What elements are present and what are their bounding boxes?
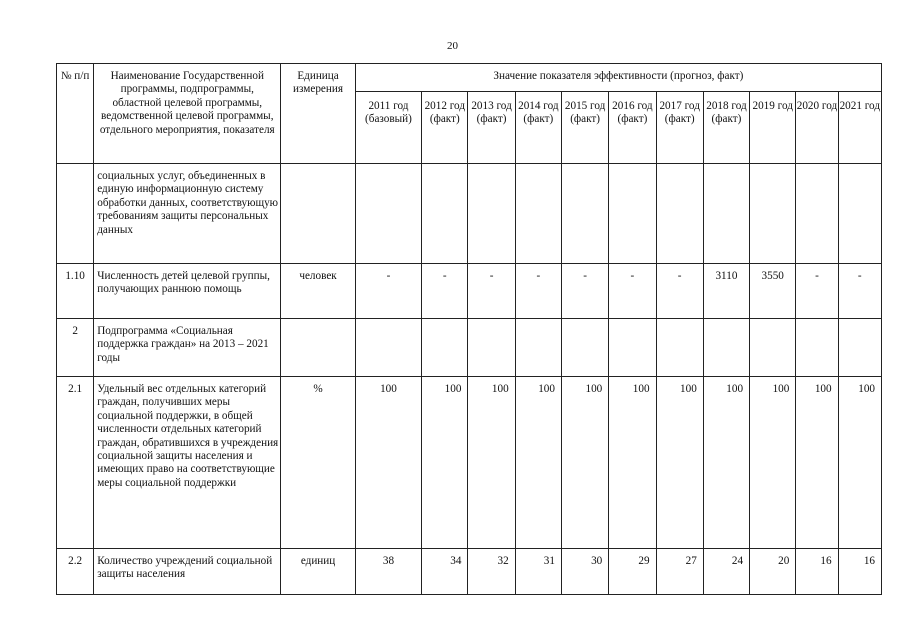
row-value [703, 319, 749, 377]
header-year: 2013 год (факт) [468, 92, 515, 164]
header-year: 2012 год (факт) [422, 92, 468, 164]
row-value [609, 319, 656, 377]
row-name: Удельный вес отдельных категорий граждан, получивших меры социальной поддержки, в общей численности отдельных категорий граждан, обратившихся в учреждения социальной защиты населения и имеющих право на соответствующие меры социальной поддержки [94, 377, 281, 549]
row-value: 16 [796, 549, 838, 595]
row-value: - [796, 264, 838, 319]
row-value [561, 164, 608, 264]
table-row [57, 164, 882, 264]
row-value: - [656, 264, 703, 319]
row-value: 3110 [703, 264, 749, 319]
row-value [468, 164, 515, 264]
row-num: 2.1 [57, 377, 94, 549]
row-value [515, 319, 561, 377]
row-num: 1.10 [57, 264, 94, 319]
row-value [468, 319, 515, 377]
header-year: 2017 год (факт) [656, 92, 703, 164]
row-unit: человек [281, 264, 355, 319]
row-num: 2.2 [57, 549, 94, 595]
row-value: 24 [703, 549, 749, 595]
row-value [656, 319, 703, 377]
row-value: 100 [750, 377, 796, 549]
row-value: 100 [656, 377, 703, 549]
row-value: 100 [796, 377, 838, 549]
row-value: 29 [609, 549, 656, 595]
row-value: - [355, 264, 421, 319]
row-value: 100 [609, 377, 656, 549]
row-unit [281, 319, 355, 377]
row-value: 32 [468, 549, 515, 595]
row-value [750, 164, 796, 264]
table-row [57, 549, 882, 595]
header-year: 2014 год (факт) [515, 92, 561, 164]
header-row [57, 64, 882, 92]
header-year: 2011 год (базовый) [355, 92, 421, 164]
row-value [355, 164, 421, 264]
table-row [57, 377, 882, 549]
header-year: 2016 год (факт) [609, 92, 656, 164]
row-value: 31 [515, 549, 561, 595]
header-year: 2019 год [750, 92, 796, 164]
row-value: 38 [355, 549, 421, 595]
row-value [355, 319, 421, 377]
row-value [609, 164, 656, 264]
row-value: - [838, 264, 881, 319]
table-row [57, 264, 882, 319]
header-name: Наименование Государственной программы, подпрограммы, областной целевой программы, ведомственной целевой программы, отдельного мероприятия, показателя [94, 64, 281, 164]
indicators-table [56, 63, 882, 595]
row-value: 30 [561, 549, 608, 595]
page-number: 20 [447, 40, 458, 52]
row-value [796, 164, 838, 264]
header-year: 2020 год [796, 92, 838, 164]
header-values-group: Значение показателя эффективности (прогноз, факт) [355, 64, 881, 92]
row-value [838, 164, 881, 264]
row-value: 100 [422, 377, 468, 549]
row-value: 20 [750, 549, 796, 595]
row-value: - [515, 264, 561, 319]
row-value: 27 [656, 549, 703, 595]
row-value [422, 164, 468, 264]
header-year: 2018 год (факт) [703, 92, 749, 164]
row-value: 100 [838, 377, 881, 549]
row-value: 100 [355, 377, 421, 549]
row-value: 100 [515, 377, 561, 549]
row-value [422, 319, 468, 377]
header-year: 2015 год (факт) [561, 92, 608, 164]
row-value: 100 [561, 377, 608, 549]
row-unit: % [281, 377, 355, 549]
header-num: № п/п [57, 64, 94, 164]
row-name: Подпрограмма «Социальная поддержка граждан» на 2013 – 2021 годы [94, 319, 281, 377]
row-value [561, 319, 608, 377]
row-value [656, 164, 703, 264]
row-num [57, 164, 94, 264]
header-unit: Единица измерения [281, 64, 355, 164]
row-unit [281, 164, 355, 264]
row-value: - [422, 264, 468, 319]
row-num: 2 [57, 319, 94, 377]
row-value: 100 [468, 377, 515, 549]
row-value [703, 164, 749, 264]
row-value: - [561, 264, 608, 319]
row-value [750, 319, 796, 377]
row-name: Количество учреждений социальной защиты населения [94, 549, 281, 595]
row-unit: единиц [281, 549, 355, 595]
row-value [515, 164, 561, 264]
table-row [57, 319, 882, 377]
row-value [838, 319, 881, 377]
row-value: - [468, 264, 515, 319]
row-value [796, 319, 838, 377]
header-year: 2021 год [838, 92, 881, 164]
row-name: социальных услуг, объединенных в единую информационную систему обработки данных, соответствующую требованиям защиты персональных данных [94, 164, 281, 264]
row-value: 100 [703, 377, 749, 549]
row-value: 34 [422, 549, 468, 595]
row-value: 16 [838, 549, 881, 595]
row-value: 3550 [750, 264, 796, 319]
row-name: Численность детей целевой группы, получающих раннюю помощь [94, 264, 281, 319]
row-value: - [609, 264, 656, 319]
